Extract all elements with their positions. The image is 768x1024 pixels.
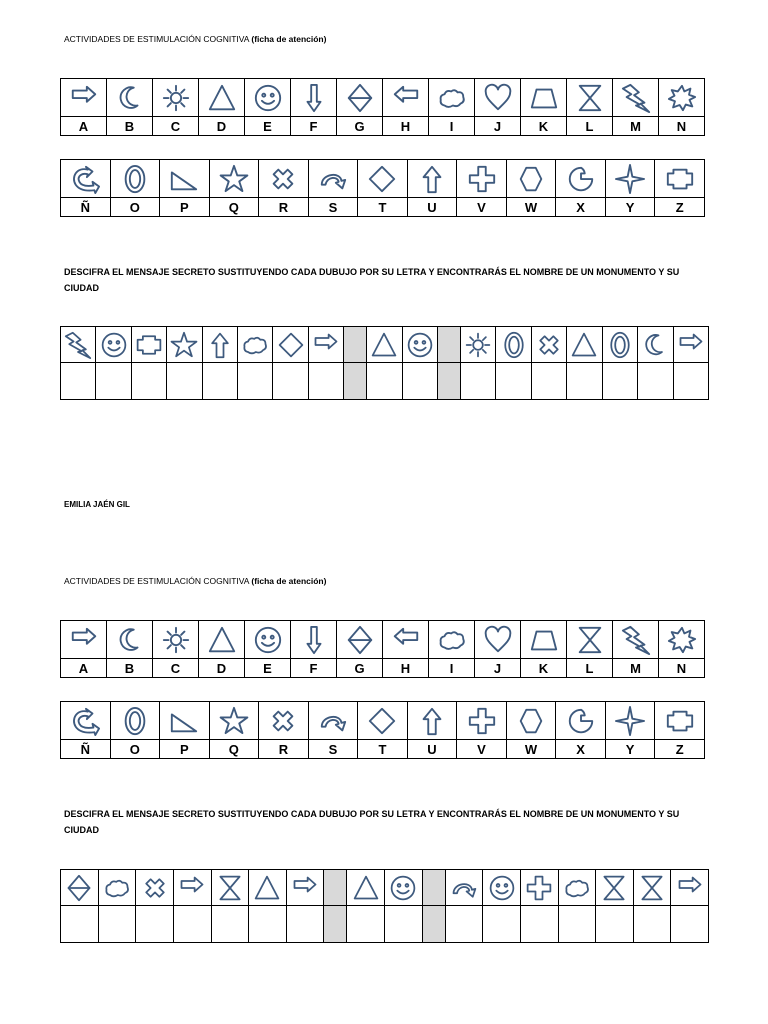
answer-input-cell[interactable] (286, 906, 324, 943)
symbol-cell (153, 79, 199, 117)
symbol-cell (61, 160, 111, 198)
symbol-cell (602, 327, 637, 363)
pie-icon (566, 164, 596, 194)
ring-icon (120, 164, 150, 194)
lightning-icon (621, 83, 651, 113)
letter-cell: R (259, 740, 309, 759)
answer-input-cell[interactable] (173, 906, 211, 943)
arrow-up-icon (206, 331, 234, 359)
letter-cell: O (110, 198, 160, 217)
lightning-icon (64, 331, 92, 359)
star-icon (219, 706, 249, 736)
cipher-key-table-n-z (60, 701, 705, 759)
heart-icon (483, 625, 513, 655)
letter-cell: L (567, 117, 613, 136)
symbol-cell (671, 870, 709, 906)
arrow-down-icon (299, 83, 329, 113)
smiley-icon (406, 331, 434, 359)
worksheet-header (64, 34, 326, 44)
worksheet-subtitle: (ficha de atención) (251, 576, 327, 586)
star-icon (219, 164, 249, 194)
symbol-cell (613, 621, 659, 659)
symbol-cell (61, 870, 99, 906)
letter-cell: N (659, 117, 705, 136)
symbol-cell (659, 621, 705, 659)
symbol-cell (638, 327, 673, 363)
lightning-icon (621, 625, 651, 655)
answer-input-cell[interactable] (531, 363, 566, 400)
answer-input-cell[interactable] (238, 363, 273, 400)
letter-cell: F (291, 659, 337, 678)
answer-input-cell[interactable] (61, 906, 99, 943)
letter-cell: L (567, 659, 613, 678)
answer-input-cell[interactable] (211, 906, 249, 943)
symbol-cell (358, 160, 408, 198)
answer-input-cell[interactable] (167, 363, 202, 400)
letter-cell: P (160, 740, 210, 759)
cloud-icon (241, 331, 269, 359)
symbol-cell (61, 702, 111, 740)
answer-input-cell[interactable] (633, 906, 671, 943)
symbol-cell (633, 870, 671, 906)
letter-cell: K (521, 659, 567, 678)
symbol-cell (520, 870, 558, 906)
arc-arrow-icon (318, 164, 348, 194)
letter-cell: Z (655, 198, 705, 217)
letter-cell: Y (605, 740, 655, 759)
symbol-cell (521, 79, 567, 117)
symbol-cell (249, 870, 287, 906)
pie-icon (566, 706, 596, 736)
letter-cell: T (358, 740, 408, 759)
letter-cell: O (110, 740, 160, 759)
cloud-icon (103, 874, 131, 902)
smiley-icon (253, 83, 283, 113)
trapezoid-icon (529, 83, 559, 113)
instructions: DESCIFRA EL MENSAJE SECRETO SUSTITUYENDO CADA DUBUJO POR SU LETRA Y ENCONTRARÁS EL NOMBRE DE UN MONUMENTO Y SU CIUDAD (64, 267, 680, 293)
letter-cell: Q (209, 740, 259, 759)
letter-cell: W (506, 740, 556, 759)
triangle-icon (207, 83, 237, 113)
letter-cell: Q (209, 198, 259, 217)
letter-cell: R (259, 198, 309, 217)
smiley-icon (389, 874, 417, 902)
answer-input-cell[interactable] (673, 363, 709, 400)
cloud-icon (563, 874, 591, 902)
worksheet-subtitle: (ficha de atención) (251, 34, 327, 44)
answer-input-cell[interactable] (558, 906, 596, 943)
symbol-cell (596, 870, 634, 906)
letter-cell: G (337, 659, 383, 678)
letter-cell: J (475, 659, 521, 678)
trapezoid-icon (529, 625, 559, 655)
symbol-cell (383, 79, 429, 117)
symbol-cell (98, 870, 136, 906)
symbol-cell (567, 79, 613, 117)
worksheet-title: ACTIVIDADES DE ESTIMULACIÓN COGNITIVA (64, 576, 249, 586)
symbol-cell (457, 702, 507, 740)
answer-input-cell[interactable] (308, 363, 343, 400)
hourglass-icon (600, 874, 628, 902)
secret-message-table (60, 869, 709, 943)
symbol-cell (167, 327, 202, 363)
symbol-cell (107, 79, 153, 117)
letter-cell: Ñ (61, 198, 111, 217)
symbol-cell (556, 160, 606, 198)
symbol-cell (475, 621, 521, 659)
x-cross-icon (141, 874, 169, 902)
answer-input-cell[interactable] (367, 363, 402, 400)
four-point-star-icon (615, 706, 645, 736)
burst-icon (667, 625, 697, 655)
arc-arrow-icon (318, 706, 348, 736)
letter-cell: N (659, 659, 705, 678)
triangle-icon (570, 331, 598, 359)
cipher-key-table-a-m (60, 78, 705, 136)
letter-cell: I (429, 117, 475, 136)
triangle-icon (352, 874, 380, 902)
word-gap-cell (344, 327, 367, 363)
symbol-cell (107, 621, 153, 659)
letter-cell: C (153, 659, 199, 678)
symbol-cell (383, 621, 429, 659)
symbol-cell (286, 870, 324, 906)
arrow-down-icon (299, 625, 329, 655)
cloud-icon (437, 625, 467, 655)
smiley-icon (100, 331, 128, 359)
diamond-icon (277, 331, 305, 359)
symbol-cell (199, 621, 245, 659)
hourglass-icon (575, 83, 605, 113)
plus-icon (525, 874, 553, 902)
answer-input-cell[interactable] (671, 906, 709, 943)
symbol-cell (655, 160, 705, 198)
letter-cell: C (153, 117, 199, 136)
answer-input-cell[interactable] (567, 363, 602, 400)
answer-input-cell[interactable] (347, 906, 385, 943)
symbol-cell (160, 160, 210, 198)
secret-message-table (60, 326, 709, 400)
symbol-cell (61, 327, 96, 363)
symbol-cell (61, 79, 107, 117)
arrow-right-icon (178, 874, 206, 902)
answer-input-cell[interactable] (136, 906, 174, 943)
symbol-cell (673, 327, 709, 363)
worksheet-title: ACTIVIDADES DE ESTIMULACIÓN COGNITIVA (64, 34, 249, 44)
worksheet-header (64, 576, 326, 586)
author-name: EMILIA JAÉN GIL (64, 500, 130, 509)
symbol-cell (110, 160, 160, 198)
symbol-cell (209, 702, 259, 740)
plaque-icon (135, 331, 163, 359)
letter-cell: T (358, 198, 408, 217)
symbol-cell (202, 327, 237, 363)
arc-arrow-icon (450, 874, 478, 902)
symbol-cell (506, 160, 556, 198)
letter-cell: E (245, 659, 291, 678)
moon-icon (115, 625, 145, 655)
symbol-cell (96, 327, 131, 363)
letter-cell: F (291, 117, 337, 136)
arrow-right-icon (312, 331, 340, 359)
answer-input-cell[interactable] (96, 363, 131, 400)
sun-icon (161, 625, 191, 655)
burst-icon (667, 83, 697, 113)
answer-input-cell[interactable] (496, 363, 531, 400)
symbol-cell (337, 79, 383, 117)
symbol-cell (308, 702, 358, 740)
x-cross-icon (535, 331, 563, 359)
letter-cell: W (506, 198, 556, 217)
symbol-cell (259, 702, 309, 740)
letter-cell: U (407, 198, 457, 217)
x-cross-icon (268, 706, 298, 736)
arrow-right-icon (69, 83, 99, 113)
symbol-cell (556, 702, 606, 740)
symbol-cell (407, 160, 457, 198)
symbol-cell (605, 160, 655, 198)
answer-input-cell[interactable] (602, 363, 637, 400)
letter-cell: B (107, 659, 153, 678)
symbol-cell (308, 327, 343, 363)
hexagon-icon (516, 706, 546, 736)
arrow-right-icon (677, 331, 705, 359)
symbol-cell (209, 160, 259, 198)
symbol-cell (110, 702, 160, 740)
symbol-cell (429, 79, 475, 117)
hourglass-icon (575, 625, 605, 655)
answer-input-cell[interactable] (61, 363, 96, 400)
symbol-cell (347, 870, 385, 906)
plus-icon (467, 706, 497, 736)
arrow-left-icon (391, 83, 421, 113)
cipher-key-table-a-m (60, 620, 705, 678)
symbol-cell (291, 621, 337, 659)
symbol-cell (308, 160, 358, 198)
hexagon-icon (516, 164, 546, 194)
word-gap-cell (438, 327, 461, 363)
sun-icon (161, 83, 191, 113)
arrow-up-icon (417, 706, 447, 736)
symbol-cell (461, 327, 496, 363)
letter-cell: S (308, 740, 358, 759)
x-cross-icon (268, 164, 298, 194)
smiley-icon (253, 625, 283, 655)
letter-cell: V (457, 740, 507, 759)
letter-cell: M (613, 659, 659, 678)
word-gap-cell (324, 870, 347, 906)
letter-cell: D (199, 117, 245, 136)
diamond-split-icon (345, 625, 375, 655)
letter-cell: J (475, 117, 521, 136)
diamond-split-icon (345, 83, 375, 113)
arrow-right-icon (69, 625, 99, 655)
plaque-icon (665, 164, 695, 194)
symbol-cell (259, 160, 309, 198)
answer-input-cell[interactable] (520, 906, 558, 943)
letter-cell: V (457, 198, 507, 217)
symbol-cell (521, 621, 567, 659)
symbol-cell (273, 327, 308, 363)
letter-cell: U (407, 740, 457, 759)
triangle-icon (370, 331, 398, 359)
diamond-icon (367, 164, 397, 194)
arrow-up-icon (417, 164, 447, 194)
diamond-icon (367, 706, 397, 736)
letter-cell: Y (605, 198, 655, 217)
symbol-cell (153, 621, 199, 659)
letter-cell: A (61, 659, 107, 678)
symbol-cell (385, 870, 423, 906)
moon-icon (641, 331, 669, 359)
letter-cell: G (337, 117, 383, 136)
letter-cell: X (556, 198, 606, 217)
symbol-cell (211, 870, 249, 906)
ring-icon (120, 706, 150, 736)
arrow-left-icon (391, 625, 421, 655)
symbol-cell (160, 702, 210, 740)
arrow-right-icon (291, 874, 319, 902)
letter-cell: D (199, 659, 245, 678)
ring-icon (606, 331, 634, 359)
instructions: DESCIFRA EL MENSAJE SECRETO SUSTITUYENDO CADA DUBUJO POR SU LETRA Y ENCONTRARÁS EL NOMBRE DE UN MONUMENTO Y SU CIUDAD (64, 809, 680, 835)
hourglass-icon (638, 874, 666, 902)
symbol-cell (496, 327, 531, 363)
letter-cell: B (107, 117, 153, 136)
answer-input-cell[interactable] (596, 906, 634, 943)
triangle-icon (253, 874, 281, 902)
symbol-cell (173, 870, 211, 906)
letter-cell: X (556, 740, 606, 759)
sun-icon (464, 331, 492, 359)
symbol-cell (245, 621, 291, 659)
symbol-cell (567, 327, 602, 363)
symbol-cell (429, 621, 475, 659)
letter-cell: Z (655, 740, 705, 759)
word-gap-cell (422, 870, 445, 906)
cipher-key-table-n-z (60, 159, 705, 217)
symbol-cell (358, 702, 408, 740)
symbol-cell (238, 327, 273, 363)
symbol-cell (199, 79, 245, 117)
moon-icon (115, 83, 145, 113)
star-icon (170, 331, 198, 359)
answer-input-cell[interactable] (98, 906, 136, 943)
answer-input-cell[interactable] (273, 363, 308, 400)
symbol-cell (457, 160, 507, 198)
triangle-icon (207, 625, 237, 655)
symbol-cell (558, 870, 596, 906)
word-gap-cell (422, 906, 445, 943)
letter-cell: E (245, 117, 291, 136)
answer-input-cell[interactable] (131, 363, 166, 400)
right-triangle-icon (169, 164, 199, 194)
diamond-split-icon (65, 874, 93, 902)
letter-cell: A (61, 117, 107, 136)
curved-arrow-icon (70, 706, 100, 736)
ring-icon (500, 331, 528, 359)
plaque-icon (665, 706, 695, 736)
word-gap-cell (324, 906, 347, 943)
answer-input-cell[interactable] (638, 363, 673, 400)
symbol-cell (407, 702, 457, 740)
symbol-cell (245, 79, 291, 117)
right-triangle-icon (169, 706, 199, 736)
letter-cell: M (613, 117, 659, 136)
answer-input-cell[interactable] (445, 906, 483, 943)
letter-cell: I (429, 659, 475, 678)
symbol-cell (291, 79, 337, 117)
curved-arrow-icon (70, 164, 100, 194)
letter-cell: K (521, 117, 567, 136)
letter-cell: Ñ (61, 740, 111, 759)
cloud-icon (437, 83, 467, 113)
smiley-icon (488, 874, 516, 902)
plus-icon (467, 164, 497, 194)
symbol-cell (402, 327, 437, 363)
letter-cell: H (383, 117, 429, 136)
symbol-cell (475, 79, 521, 117)
symbol-cell (605, 702, 655, 740)
answer-input-cell[interactable] (385, 906, 423, 943)
symbol-cell (136, 870, 174, 906)
symbol-cell (445, 870, 483, 906)
symbol-cell (659, 79, 705, 117)
symbol-cell (531, 327, 566, 363)
symbol-cell (483, 870, 521, 906)
answer-input-cell[interactable] (461, 363, 496, 400)
word-gap-cell (438, 363, 461, 400)
symbol-cell (506, 702, 556, 740)
letter-cell: H (383, 659, 429, 678)
arrow-right-icon (676, 874, 704, 902)
hourglass-icon (216, 874, 244, 902)
symbol-cell (367, 327, 402, 363)
answer-input-cell[interactable] (483, 906, 521, 943)
symbol-cell (337, 621, 383, 659)
symbol-cell (613, 79, 659, 117)
symbol-cell (131, 327, 166, 363)
four-point-star-icon (615, 164, 645, 194)
symbol-cell (655, 702, 705, 740)
heart-icon (483, 83, 513, 113)
symbol-cell (567, 621, 613, 659)
letter-cell: S (308, 198, 358, 217)
letter-cell: P (160, 198, 210, 217)
answer-input-cell[interactable] (402, 363, 437, 400)
word-gap-cell (344, 363, 367, 400)
answer-input-cell[interactable] (249, 906, 287, 943)
answer-input-cell[interactable] (202, 363, 237, 400)
symbol-cell (61, 621, 107, 659)
